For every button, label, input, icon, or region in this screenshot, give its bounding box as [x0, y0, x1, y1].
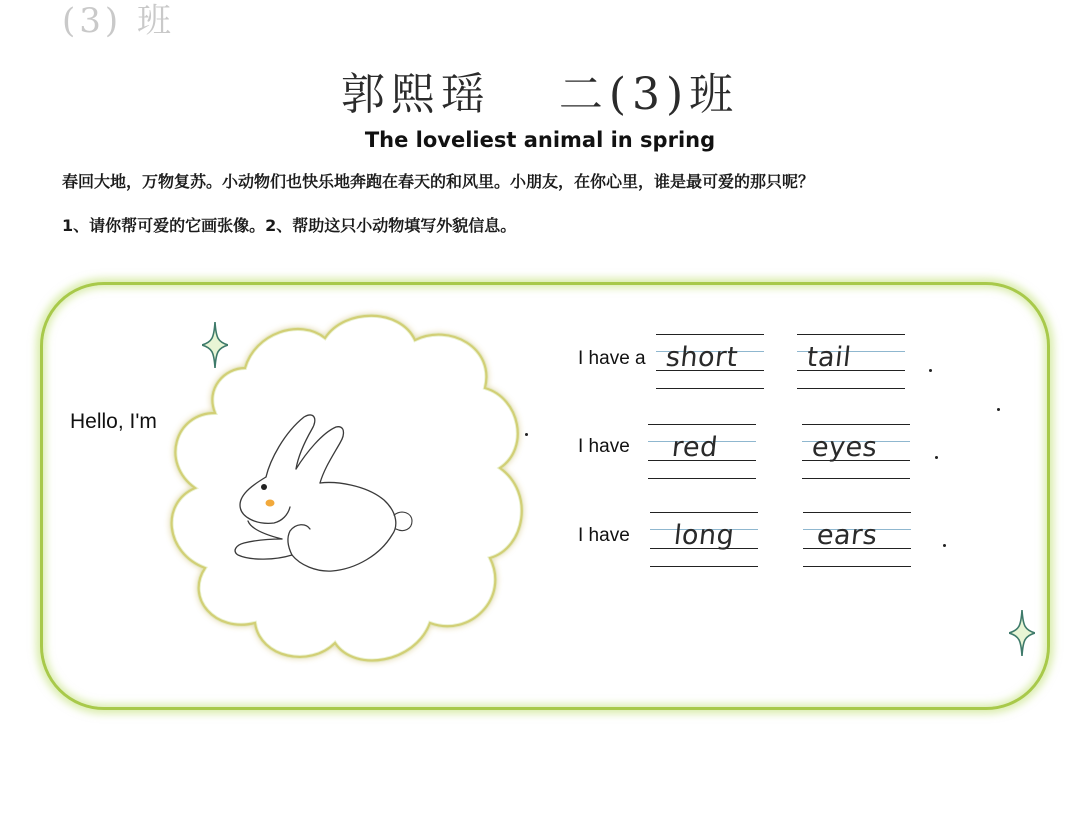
guide-line: [648, 424, 756, 425]
guide-line: [803, 512, 911, 513]
guide-line: [656, 334, 764, 335]
period-dot: [943, 544, 946, 547]
answer-blank-ears[interactable]: [803, 508, 911, 568]
period-dot: [929, 369, 932, 372]
answer-blank-short[interactable]: [656, 330, 764, 390]
answer-blank-tail[interactable]: [797, 330, 905, 390]
rabbit-drawing: [226, 405, 426, 580]
guide-line: [650, 512, 758, 513]
row-lead-2: I have: [578, 436, 630, 457]
guide-line: [797, 388, 905, 389]
rabbit-nose: [266, 500, 275, 507]
sparkle-icon: [1009, 610, 1035, 656]
greeting-text: Hello, I'm: [70, 410, 157, 433]
guide-line: [803, 566, 911, 567]
answer-word: ears: [815, 520, 879, 551]
answer-word: long: [672, 520, 736, 551]
guide-line: [648, 478, 756, 479]
answer-blank-eyes[interactable]: [802, 420, 910, 480]
student-heading: [0, 58, 1080, 122]
answer-word: eyes: [810, 432, 879, 463]
row-lead-3: I have: [578, 525, 630, 546]
stray-dot: [525, 433, 528, 436]
guide-line: [797, 334, 905, 335]
guide-line: [656, 388, 764, 389]
faded-corner-mark: (3) 班: [62, 1, 175, 41]
answer-word: tail: [805, 342, 853, 373]
answer-blank-red[interactable]: [648, 420, 756, 480]
row-lead-1: I have a: [578, 348, 646, 369]
task-text: 1、请你帮可爱的它画张像。2、帮助这只小动物填写外貌信息。: [62, 216, 517, 235]
answer-word: red: [670, 432, 720, 463]
rabbit-eye: [261, 484, 267, 490]
answer-word: short: [664, 342, 740, 373]
guide-line: [650, 566, 758, 567]
sparkle-icon: [202, 322, 228, 368]
guide-line: [802, 424, 910, 425]
class-label: 二(3)班: [558, 69, 740, 120]
intro-text: 春回大地，万物复苏。小动物们也快乐地奔跑在春天的和风里。小朋友，在你心里，谁是最可爱的那只呢？: [62, 172, 815, 191]
stray-dot: [997, 408, 1000, 411]
guide-line: [802, 478, 910, 479]
period-dot: [935, 456, 938, 459]
answer-blank-long[interactable]: [650, 508, 758, 568]
student-name: 郭熙瑶: [340, 69, 491, 120]
worksheet-title: The loveliest animal in spring: [364, 128, 716, 152]
